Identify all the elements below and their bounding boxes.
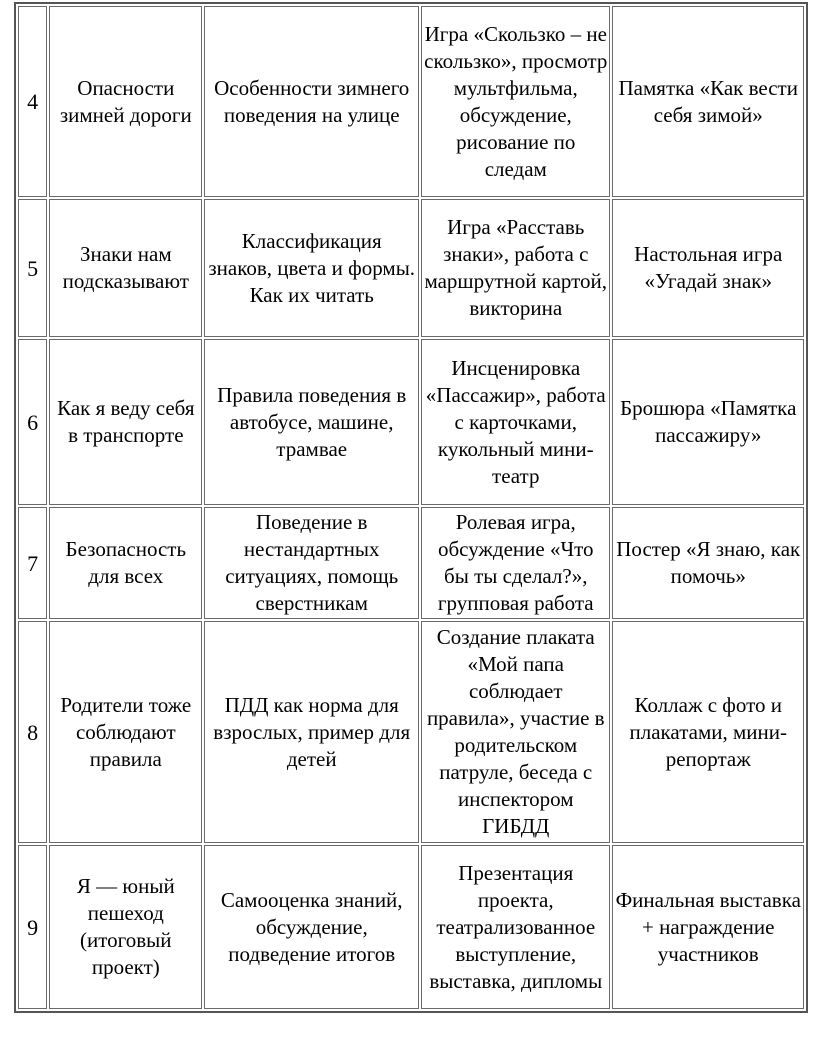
content-cell: Самооценка знаний, обсуждение, подведение итогов xyxy=(204,845,419,1009)
topic-cell: Как я веду себя в транспорте xyxy=(49,339,202,505)
topic-cell: Опасности зимней дороги xyxy=(49,6,202,197)
activities-cell: Игра «Расставь знаки», работа с маршрутной картой, викторина xyxy=(421,199,610,337)
activities-cell: Ролевая игра, обсуждение «Что бы ты сделал?», групповая работа xyxy=(421,507,610,619)
row-number: 4 xyxy=(18,6,47,197)
table-row xyxy=(18,507,804,619)
topic-cell: Я — юный пешеход (итоговый проект) xyxy=(49,845,202,1009)
table-row xyxy=(18,6,804,197)
row-number: 6 xyxy=(18,339,47,505)
row-number: 8 xyxy=(18,621,47,843)
activities-cell: Создание плаката «Мой папа соблюдает правила», участие в родительском патруле, беседа с инспектором ГИБДД xyxy=(421,621,610,843)
topic-cell: Безопасность для всех xyxy=(49,507,202,619)
result-cell: Настольная игра «Угадай знак» xyxy=(612,199,804,337)
result-cell: Финальная выставка + награждение участников xyxy=(612,845,804,1009)
activities-cell: Инсценировка «Пассажир», работа с карточками, кукольный мини-театр xyxy=(421,339,610,505)
result-cell: Брошюра «Памятка пассажиру» xyxy=(612,339,804,505)
content-cell: Поведение в нестандартных ситуациях, помощь сверстникам xyxy=(204,507,419,619)
topic-cell: Знаки нам подсказывают xyxy=(49,199,202,337)
row-number: 7 xyxy=(18,507,47,619)
content-cell: Классификация знаков, цвета и формы. Как их читать xyxy=(204,199,419,337)
content-cell: ПДД как норма для взрослых, пример для детей xyxy=(204,621,419,843)
content-cell: Правила поведения в автобусе, машине, трамвае xyxy=(204,339,419,505)
result-cell: Постер «Я знаю, как помочь» xyxy=(612,507,804,619)
row-number: 5 xyxy=(18,199,47,337)
result-cell: Памятка «Как вести себя зимой» xyxy=(612,6,804,197)
table-row xyxy=(18,621,804,843)
lesson-plan-table xyxy=(16,4,806,1011)
topic-cell: Родители тоже соблюдают правила xyxy=(49,621,202,843)
content-cell: Особенности зимнего поведения на улице xyxy=(204,6,419,197)
activities-cell: Игра «Скользко – не скользко», просмотр мультфильма, обсуждение, рисование по следам xyxy=(421,6,610,197)
table-row xyxy=(18,845,804,1009)
table-row xyxy=(18,339,804,505)
activities-cell: Презентация проекта, театрализованное выступление, выставка, дипломы xyxy=(421,845,610,1009)
lesson-plan-table-frame xyxy=(14,2,808,1013)
table-row xyxy=(18,199,804,337)
result-cell: Коллаж с фото и плакатами, мини-репортаж xyxy=(612,621,804,843)
row-number: 9 xyxy=(18,845,47,1009)
